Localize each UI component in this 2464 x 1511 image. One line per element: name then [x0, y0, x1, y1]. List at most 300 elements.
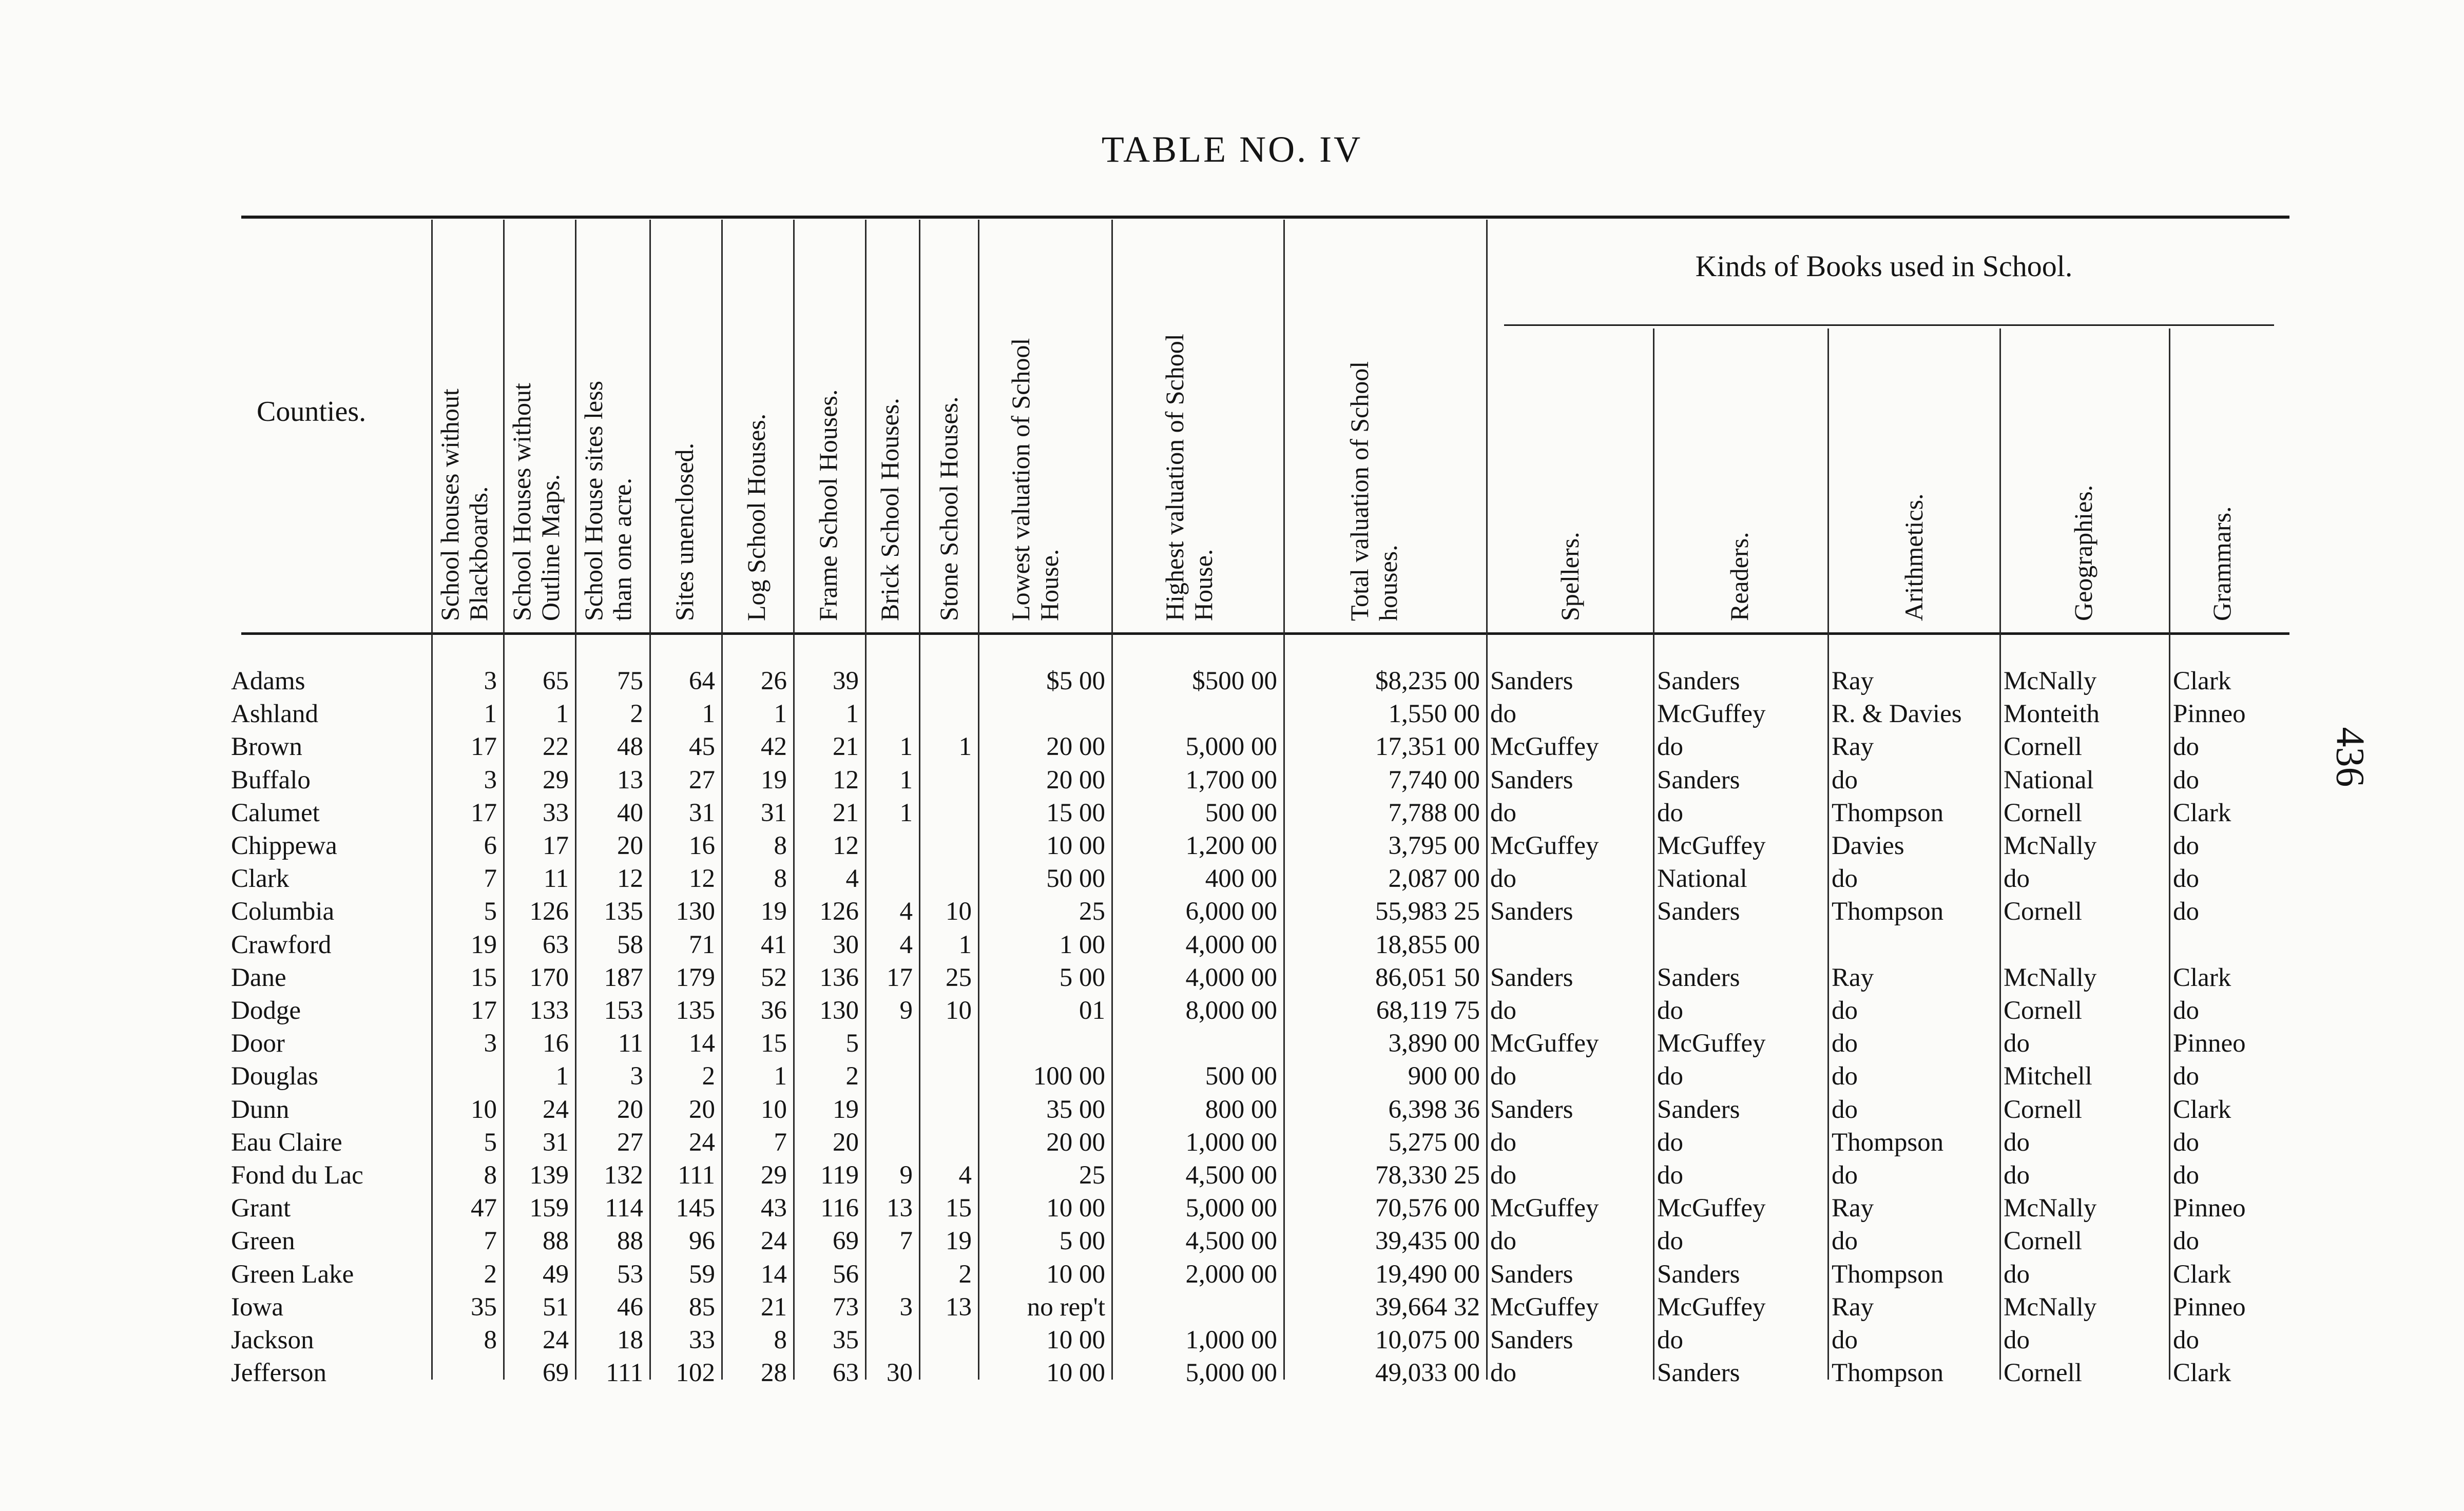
cell-spell: do — [1490, 1062, 1516, 1091]
cell-arith: Ray — [1832, 1292, 1874, 1322]
table-row — [0, 1225, 2464, 1257]
cell-maps: 16 — [543, 1029, 569, 1058]
cell-brick: 1 — [899, 765, 913, 795]
cell-total: 3,795 00 — [1388, 831, 1480, 860]
cell-log: 31 — [761, 798, 787, 827]
cell-arith: do — [1832, 1227, 1858, 1256]
page-number: 436 — [2328, 727, 2373, 787]
cell-unenc: 145 — [676, 1194, 715, 1223]
cell-total: 900 00 — [1408, 1062, 1480, 1091]
cell-brick — [869, 1258, 913, 1291]
cell-maps: 88 — [543, 1227, 569, 1256]
cell-geo — [2004, 928, 2165, 961]
cell-low: 10 00 — [1046, 1194, 1105, 1223]
cell-gram: do — [2173, 1227, 2199, 1256]
cell-log: 15 — [761, 1029, 787, 1058]
cell-brick — [869, 829, 913, 862]
cell-arith: Davies — [1832, 831, 1904, 860]
books-subrule — [1504, 324, 2274, 326]
table-title: TABLE NO. IV — [1101, 129, 1363, 170]
cell-maps: 17 — [543, 831, 569, 860]
header-frame-houses: Frame School Houses. — [814, 389, 842, 621]
cell-maps: 65 — [543, 667, 569, 695]
cell-read: do — [1657, 798, 1683, 827]
cell-spell: Sanders — [1490, 765, 1573, 795]
cell-read: do — [1657, 1128, 1683, 1157]
cell-read: do — [1657, 1227, 1683, 1256]
cell-maps: 170 — [529, 963, 569, 992]
cell-log: 19 — [761, 897, 787, 926]
cell-read: McGuffey — [1657, 1194, 1766, 1223]
cell-maps: 69 — [543, 1359, 569, 1388]
cell-high: 800 00 — [1205, 1095, 1277, 1124]
cell-less: 20 — [617, 831, 643, 860]
table-row — [0, 862, 2464, 895]
county-name: Adams — [231, 667, 305, 695]
cell-log: 7 — [774, 1128, 787, 1157]
cell-maps: 133 — [529, 996, 569, 1025]
table-row — [0, 1027, 2464, 1060]
cell-total: 39,664 32 — [1375, 1292, 1480, 1322]
cell-arith: do — [1832, 1161, 1858, 1190]
cell-stone: 15 — [946, 1194, 972, 1223]
cell-stone — [923, 1027, 972, 1060]
cell-low: 10 00 — [1046, 1326, 1105, 1354]
county-name: Eau Claire — [231, 1128, 342, 1157]
cell-brick — [869, 1093, 913, 1126]
cell-unenc: 14 — [689, 1029, 715, 1058]
cell-high: 1,200 00 — [1185, 831, 1277, 860]
cell-spell: Sanders — [1490, 667, 1573, 695]
header-lowest-valuation: Lowest valuation of School House. — [1006, 338, 1064, 621]
cell-stone — [923, 829, 972, 862]
cell-frame: 35 — [833, 1326, 859, 1354]
cell-geo: do — [2004, 1326, 2030, 1354]
cell-arith: Ray — [1832, 732, 1874, 762]
cell-spell: Sanders — [1490, 1260, 1573, 1289]
cell-unenc: 2 — [702, 1062, 715, 1091]
cell-less: 11 — [618, 1029, 643, 1058]
cell-low: 100 00 — [1033, 1062, 1105, 1091]
table-row — [0, 698, 2464, 730]
cell-brick — [869, 862, 913, 895]
cell-less: 111 — [606, 1359, 643, 1388]
cell-unenc: 96 — [689, 1227, 715, 1256]
cell-low: 10 00 — [1046, 1260, 1105, 1289]
cell-geo: do — [2004, 1029, 2030, 1058]
cell-bb: 19 — [471, 930, 497, 959]
cell-high: 6,000 00 — [1185, 897, 1277, 926]
cell-gram: do — [2173, 765, 2199, 795]
cell-log: 1 — [774, 700, 787, 729]
cell-read: Sanders — [1657, 1260, 1740, 1289]
cell-spell: Sanders — [1490, 963, 1573, 992]
cell-high: 500 00 — [1205, 798, 1277, 827]
cell-geo: McNally — [2004, 1292, 2097, 1322]
cell-gram: Pinneo — [2173, 1194, 2246, 1223]
cell-spell: McGuffey — [1490, 831, 1599, 860]
cell-high: 4,500 00 — [1185, 1227, 1277, 1256]
cell-maps: 33 — [543, 798, 569, 827]
cell-frame: 126 — [819, 897, 859, 926]
cell-gram: do — [2173, 1326, 2199, 1354]
cell-bb: 35 — [471, 1292, 497, 1322]
cell-spell: McGuffey — [1490, 732, 1599, 762]
cell-unenc: 12 — [689, 864, 715, 894]
cell-high: 1,000 00 — [1185, 1326, 1277, 1354]
cell-brick — [869, 1060, 913, 1093]
cell-bb: 17 — [471, 996, 497, 1025]
cell-geo: National — [2004, 765, 2094, 795]
cell-brick: 4 — [899, 897, 913, 926]
cell-low: 25 — [1079, 1161, 1105, 1190]
cell-total: 10,075 00 — [1375, 1326, 1480, 1354]
cell-log: 14 — [761, 1260, 787, 1289]
county-name: Dodge — [231, 996, 301, 1025]
cell-stone: 10 — [946, 996, 972, 1025]
header-grammars: Grammars. — [2207, 506, 2236, 621]
cell-low: 50 00 — [1046, 864, 1105, 894]
cell-read: do — [1657, 996, 1683, 1025]
cell-low: 20 00 — [1046, 1128, 1105, 1157]
cell-spell: do — [1490, 1128, 1516, 1157]
cell-less: 3 — [630, 1062, 643, 1091]
cell-high: 5,000 00 — [1185, 1194, 1277, 1223]
cell-bb: 6 — [484, 831, 497, 860]
cell-stone: 4 — [958, 1161, 972, 1190]
cell-geo: Cornell — [2004, 732, 2082, 762]
cell-brick — [869, 1126, 913, 1159]
cell-log: 28 — [761, 1359, 787, 1388]
cell-low: 25 — [1079, 897, 1105, 926]
cell-bb: 8 — [484, 1161, 497, 1190]
cell-low: 15 00 — [1046, 798, 1105, 827]
cell-less: 135 — [604, 897, 643, 926]
cell-maps: 29 — [543, 765, 569, 795]
cell-unenc: 179 — [676, 963, 715, 992]
table-row — [0, 797, 2464, 829]
cell-bb: 10 — [471, 1095, 497, 1124]
cell-less: 18 — [617, 1326, 643, 1354]
county-name: Buffalo — [231, 765, 311, 795]
cell-unenc: 64 — [689, 667, 715, 695]
cell-high — [1115, 1027, 1277, 1060]
cell-unenc: 85 — [689, 1292, 715, 1322]
county-name: Jackson — [231, 1326, 314, 1354]
cell-high: 8,000 00 — [1185, 996, 1277, 1025]
cell-low — [982, 698, 1105, 730]
cell-stone: 13 — [946, 1292, 972, 1322]
table-row — [0, 1258, 2464, 1291]
cell-brick: 1 — [899, 732, 913, 762]
cell-arith: Thompson — [1832, 1260, 1944, 1289]
header-books-group: Kinds of Books used in School. — [1695, 249, 2073, 283]
cell-less: 48 — [617, 732, 643, 762]
header-sites-less-acre: School House sites less than one acre. — [579, 380, 637, 621]
cell-total: 2,087 00 — [1388, 864, 1480, 894]
cell-gram: do — [2173, 1128, 2199, 1157]
cell-geo: McNally — [2004, 831, 2097, 860]
county-name: Jefferson — [231, 1359, 326, 1388]
cell-gram — [2173, 928, 2283, 961]
cell-total: 39,435 00 — [1375, 1227, 1480, 1256]
cell-bb — [435, 1060, 497, 1093]
cell-gram: do — [2173, 1161, 2199, 1190]
cell-log: 8 — [774, 831, 787, 860]
cell-stone: 1 — [958, 930, 972, 959]
cell-maps: 51 — [543, 1292, 569, 1322]
cell-total: 18,855 00 — [1375, 930, 1480, 959]
cell-brick: 7 — [899, 1227, 913, 1256]
cell-spell: Sanders — [1490, 1326, 1573, 1354]
cell-stone — [923, 1093, 972, 1126]
cell-gram: Pinneo — [2173, 700, 2246, 729]
cell-high — [1115, 698, 1277, 730]
cell-unenc: 135 — [676, 996, 715, 1025]
cell-less: 20 — [617, 1095, 643, 1124]
cell-geo: McNally — [2004, 963, 2097, 992]
cell-stone — [923, 665, 972, 698]
table-row — [0, 895, 2464, 928]
cell-maps: 49 — [543, 1260, 569, 1289]
cell-bb: 7 — [484, 864, 497, 894]
cell-stone — [923, 797, 972, 829]
cell-brick: 13 — [887, 1194, 913, 1223]
header-stone-houses: Stone School Houses. — [934, 396, 963, 621]
cell-log: 29 — [761, 1161, 787, 1190]
table-row — [0, 1192, 2464, 1225]
cell-frame: 63 — [833, 1359, 859, 1388]
cell-log: 19 — [761, 765, 787, 795]
cell-stone: 19 — [946, 1227, 972, 1256]
cell-unenc: 16 — [689, 831, 715, 860]
cell-read: do — [1657, 1326, 1683, 1354]
county-name: Green Lake — [231, 1260, 354, 1289]
cell-arith: Ray — [1832, 667, 1874, 695]
cell-read: Sanders — [1657, 897, 1740, 926]
cell-bb: 2 — [484, 1260, 497, 1289]
cell-total: 49,033 00 — [1375, 1359, 1480, 1388]
cell-less: 114 — [605, 1194, 643, 1223]
cell-gram: do — [2173, 732, 2199, 762]
cell-arith: Thompson — [1832, 1128, 1944, 1157]
cell-total: 55,983 25 — [1375, 897, 1480, 926]
cell-frame: 1 — [845, 700, 859, 729]
cell-spell: McGuffey — [1490, 1292, 1599, 1322]
cell-less: 2 — [630, 700, 643, 729]
county-name: Brown — [231, 732, 302, 762]
header-bottom-rule — [241, 632, 2289, 635]
cell-frame: 21 — [833, 732, 859, 762]
cell-high: 5,000 00 — [1185, 1359, 1277, 1388]
cell-frame: 136 — [819, 963, 859, 992]
cell-low — [982, 1027, 1105, 1060]
cell-brick — [869, 1027, 913, 1060]
cell-frame: 19 — [833, 1095, 859, 1124]
header-counties: Counties. — [257, 396, 367, 428]
cell-unenc: 59 — [689, 1260, 715, 1289]
cell-less: 153 — [604, 996, 643, 1025]
county-name: Calumet — [231, 798, 320, 827]
cell-less: 40 — [617, 798, 643, 827]
cell-total: 3,890 00 — [1388, 1029, 1480, 1058]
county-name: Grant — [231, 1194, 291, 1223]
cell-frame: 5 — [845, 1029, 859, 1058]
cell-bb: 47 — [471, 1194, 497, 1223]
cell-unenc: 71 — [689, 930, 715, 959]
cell-spell: do — [1490, 996, 1516, 1025]
cell-less: 13 — [617, 765, 643, 795]
cell-bb: 15 — [471, 963, 497, 992]
cell-maps: 159 — [529, 1194, 569, 1223]
table-row — [0, 961, 2464, 994]
county-name: Dane — [231, 963, 286, 992]
cell-arith: Thompson — [1832, 897, 1944, 926]
cell-maps: 24 — [543, 1095, 569, 1124]
cell-spell: do — [1490, 1161, 1516, 1190]
cell-bb: 5 — [484, 1128, 497, 1157]
cell-high: 2,000 00 — [1185, 1260, 1277, 1289]
cell-geo: Cornell — [2004, 1095, 2082, 1124]
header-highest-valuation: Highest valuation of School House. — [1160, 334, 1218, 621]
header-outline-maps: School Houses without Outline Maps. — [507, 383, 565, 621]
cell-maps: 22 — [543, 732, 569, 762]
cell-gram: do — [2173, 996, 2199, 1025]
cell-low: 1 00 — [1059, 930, 1105, 959]
cell-arith: do — [1832, 864, 1858, 894]
cell-geo: Mitchell — [2004, 1062, 2092, 1091]
county-name: Green — [231, 1227, 295, 1256]
table-row — [0, 730, 2464, 763]
cell-low: 10 00 — [1046, 1359, 1105, 1388]
cell-read: McGuffey — [1657, 1292, 1766, 1322]
cell-bb: 3 — [484, 1029, 497, 1058]
cell-geo: do — [2004, 1260, 2030, 1289]
cell-unenc: 20 — [689, 1095, 715, 1124]
cell-gram: Clark — [2173, 1359, 2231, 1388]
table-row — [0, 994, 2464, 1027]
cell-log: 10 — [761, 1095, 787, 1124]
cell-geo: Cornell — [2004, 1227, 2082, 1256]
cell-stone — [923, 1357, 972, 1389]
cell-unenc: 31 — [689, 798, 715, 827]
cell-low: 01 — [1079, 996, 1105, 1025]
cell-gram: Clark — [2173, 1095, 2231, 1124]
cell-unenc: 111 — [678, 1161, 715, 1190]
cell-frame: 56 — [833, 1260, 859, 1289]
cell-high: 4,000 00 — [1185, 930, 1277, 959]
cell-total: 78,330 25 — [1375, 1161, 1480, 1190]
cell-frame: 21 — [833, 798, 859, 827]
cell-unenc: 130 — [676, 897, 715, 926]
cell-unenc: 102 — [676, 1359, 715, 1388]
table-row — [0, 1060, 2464, 1093]
cell-log: 8 — [774, 864, 787, 894]
header-log-houses: Log School Houses. — [742, 413, 771, 621]
cell-brick: 4 — [899, 930, 913, 959]
cell-brick — [869, 698, 913, 730]
cell-arith: Ray — [1832, 963, 1874, 992]
header-brick-houses: Brick School Houses. — [875, 398, 904, 621]
cell-low: no rep't — [1027, 1292, 1105, 1322]
cell-geo: Cornell — [2004, 897, 2082, 926]
cell-log: 21 — [761, 1292, 787, 1322]
cell-high: 400 00 — [1205, 864, 1277, 894]
cell-frame: 119 — [820, 1161, 859, 1190]
cell-read: Sanders — [1657, 1095, 1740, 1124]
header-readers: Readers. — [1725, 532, 1754, 621]
cell-gram: do — [2173, 897, 2199, 926]
cell-read: Sanders — [1657, 1359, 1740, 1388]
cell-arith: do — [1832, 1029, 1858, 1058]
cell-unenc: 33 — [689, 1326, 715, 1354]
cell-arith: Ray — [1832, 1194, 1874, 1223]
cell-total: 6,398 36 — [1388, 1095, 1480, 1124]
cell-low: 5 00 — [1059, 963, 1105, 992]
cell-bb: 3 — [484, 667, 497, 695]
header-total-valuation: Total valuation of School houses. — [1345, 361, 1402, 621]
cell-gram: Clark — [2173, 798, 2231, 827]
cell-unenc: 24 — [689, 1128, 715, 1157]
table-row — [0, 1093, 2464, 1126]
cell-geo: Cornell — [2004, 996, 2082, 1025]
cell-frame: 12 — [833, 831, 859, 860]
cell-less: 75 — [617, 667, 643, 695]
county-name: Door — [231, 1029, 285, 1058]
cell-bb: 8 — [484, 1326, 497, 1354]
cell-read — [1657, 928, 1824, 961]
cell-gram: do — [2173, 831, 2199, 860]
cell-spell: Sanders — [1490, 1095, 1573, 1124]
cell-less: 53 — [617, 1260, 643, 1289]
cell-total: 68,119 75 — [1376, 996, 1480, 1025]
cell-spell: McGuffey — [1490, 1194, 1599, 1223]
cell-arith: Thompson — [1832, 798, 1944, 827]
cell-read: do — [1657, 1062, 1683, 1091]
cell-log: 26 — [761, 667, 787, 695]
cell-bb: 7 — [484, 1227, 497, 1256]
cell-low: $5 00 — [1046, 667, 1105, 695]
county-name: Iowa — [231, 1292, 283, 1322]
cell-frame: 20 — [833, 1128, 859, 1157]
table-row — [0, 1159, 2464, 1192]
header-blackboards: School houses without Blackboards. — [435, 389, 493, 621]
county-name: Fond du Lac — [231, 1161, 363, 1190]
cell-maps: 139 — [529, 1161, 569, 1190]
cell-geo: Cornell — [2004, 1359, 2082, 1388]
cell-spell — [1490, 928, 1649, 961]
cell-frame: 69 — [833, 1227, 859, 1256]
table-row — [0, 1357, 2464, 1389]
table-row — [0, 764, 2464, 797]
cell-stone — [923, 1324, 972, 1357]
cell-brick: 9 — [899, 1161, 913, 1190]
cell-frame: 73 — [833, 1292, 859, 1322]
cell-geo: do — [2004, 864, 2030, 894]
county-name: Crawford — [231, 930, 332, 959]
cell-maps: 1 — [555, 1062, 569, 1091]
cell-gram: Pinneo — [2173, 1029, 2246, 1058]
cell-gram: do — [2173, 1062, 2199, 1091]
cell-high: $500 00 — [1192, 667, 1277, 695]
cell-log: 41 — [761, 930, 787, 959]
cell-geo: Monteith — [2004, 700, 2100, 729]
county-name: Douglas — [231, 1062, 318, 1091]
header-sites-unenclosed: Sites unenclosed. — [670, 442, 699, 621]
cell-less: 58 — [617, 930, 643, 959]
cell-spell: Sanders — [1490, 897, 1573, 926]
cell-low: 20 00 — [1046, 732, 1105, 762]
